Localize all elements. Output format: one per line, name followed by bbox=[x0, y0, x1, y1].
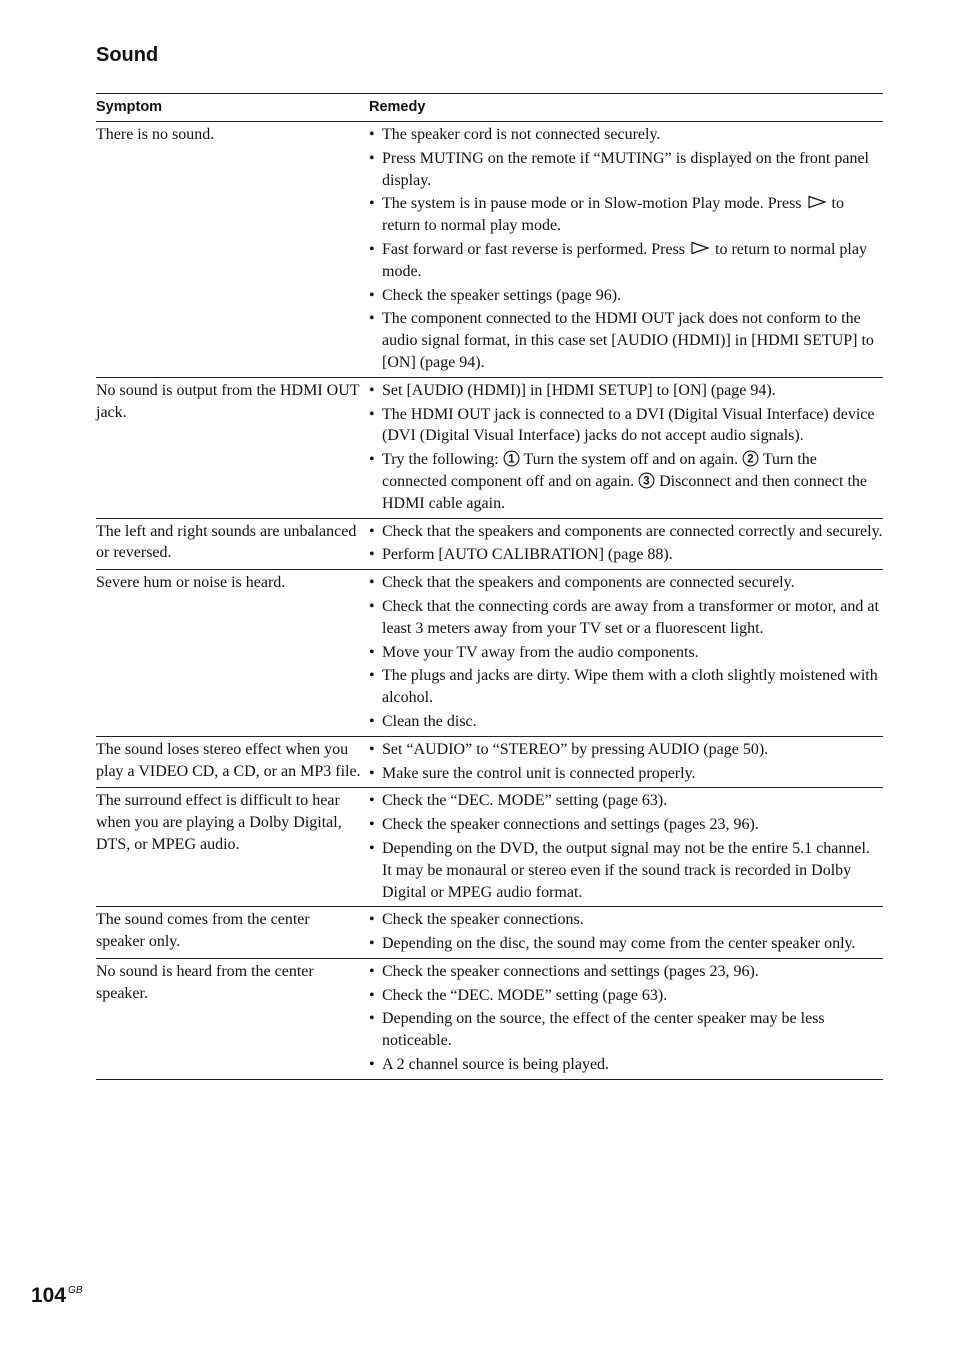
bullet-icon: • bbox=[369, 1010, 375, 1028]
play-icon bbox=[689, 240, 711, 254]
symptom-cell: No sound is output from the HDMI OUT jack. bbox=[96, 377, 369, 518]
section-title: Sound bbox=[96, 44, 159, 66]
bullet-icon: • bbox=[369, 126, 375, 143]
bullet-icon: • bbox=[369, 149, 375, 167]
remedy-item bbox=[369, 985, 883, 1007]
header-row bbox=[96, 94, 883, 122]
remedy-cell bbox=[369, 377, 883, 518]
symptom-cell: The surround effect is difficult to hear when you are playing a Dolby Digital, DTS, or MPEG audio. bbox=[96, 788, 369, 907]
remedy-text: Check the speaker settings (page 96). bbox=[382, 286, 622, 304]
symptom-column-header: Symptom bbox=[96, 94, 369, 122]
bullet-icon: • bbox=[369, 667, 375, 685]
circled-number-3-icon bbox=[638, 472, 655, 489]
bullet-icon: • bbox=[369, 195, 375, 213]
remedy-cell bbox=[369, 518, 883, 570]
remedy-text: Try the following: bbox=[382, 451, 503, 469]
remedy-text: Check the speaker connections and settings (pages 23, 96). bbox=[382, 816, 759, 834]
remedy-list bbox=[369, 572, 883, 733]
remedy-item bbox=[369, 308, 883, 373]
remedy-item bbox=[369, 642, 883, 664]
remedy-item bbox=[369, 739, 883, 761]
bullet-icon: • bbox=[369, 816, 375, 834]
remedy-text: Check the “DEC. MODE” setting (page 63). bbox=[382, 792, 668, 810]
remedy-text: The plugs and jacks are dirty. Wipe them with a cloth slightly moistened with alcohol. bbox=[382, 667, 878, 707]
remedy-text: A 2 channel source is being played. bbox=[382, 1056, 610, 1074]
remedy-text: Check the speaker connections. bbox=[382, 911, 584, 929]
bullet-icon: • bbox=[369, 522, 375, 540]
remedy-text: Move your TV away from the audio components. bbox=[382, 643, 699, 661]
remedy-list bbox=[369, 961, 883, 1076]
remedy-cell bbox=[369, 736, 883, 788]
page-region-suffix: GB bbox=[68, 1285, 83, 1296]
symptom-cell: Severe hum or noise is heard. bbox=[96, 570, 369, 737]
bullet-icon: • bbox=[369, 381, 375, 399]
remedy-cell bbox=[369, 122, 883, 378]
remedy-cell bbox=[369, 907, 883, 959]
bullet-icon: • bbox=[369, 792, 375, 810]
svg-text:3: 3 bbox=[643, 475, 650, 488]
remedy-text: to return to normal play mode. bbox=[382, 195, 844, 235]
play-icon bbox=[806, 194, 828, 208]
remedy-text: The system is in pause mode or in Slow-motion Play mode. Press bbox=[382, 195, 806, 213]
remedy-item bbox=[369, 124, 883, 146]
remedy-text: Make sure the control unit is connected properly. bbox=[382, 764, 696, 782]
table-row bbox=[96, 958, 883, 1079]
remedy-list bbox=[369, 124, 883, 374]
remedy-column-header: Remedy bbox=[369, 94, 883, 122]
remedy-text: Set [AUDIO (HDMI)] in [HDMI SETUP] to [ON] (page 94). bbox=[382, 381, 776, 399]
remedy-item bbox=[369, 596, 883, 640]
bullet-icon: • bbox=[369, 597, 375, 615]
remedy-item bbox=[369, 1054, 883, 1076]
remedy-cell bbox=[369, 570, 883, 737]
circled-number-1-icon bbox=[503, 450, 520, 467]
remedy-cell bbox=[369, 958, 883, 1079]
remedy-text: Check that the speakers and components are connected correctly and securely. bbox=[382, 522, 883, 540]
remedy-item bbox=[369, 380, 883, 402]
bullet-icon: • bbox=[369, 643, 375, 661]
remedy-text: The speaker cord is not connected securely. bbox=[382, 126, 661, 143]
bullet-icon: • bbox=[369, 286, 375, 304]
remedy-text: Depending on the disc, the sound may come from the center speaker only. bbox=[382, 935, 856, 953]
remedy-list bbox=[369, 790, 883, 903]
remedy-text: Turn the system off and on again. bbox=[519, 451, 743, 469]
remedy-item bbox=[369, 711, 883, 733]
symptom-cell: There is no sound. bbox=[96, 122, 369, 378]
remedy-text: to return to normal play mode. bbox=[382, 240, 867, 280]
symptom-cell: No sound is heard from the center speaker. bbox=[96, 958, 369, 1079]
remedy-item bbox=[369, 544, 883, 566]
table-row bbox=[96, 570, 883, 737]
remedy-item bbox=[369, 763, 883, 785]
remedy-item bbox=[369, 521, 883, 543]
bullet-icon: • bbox=[369, 712, 375, 730]
svg-text:2: 2 bbox=[747, 453, 754, 466]
bullet-icon: • bbox=[369, 240, 375, 258]
remedy-item bbox=[369, 193, 883, 237]
troubleshooting-table bbox=[96, 93, 883, 1080]
table-row bbox=[96, 907, 883, 959]
remedy-item bbox=[369, 933, 883, 955]
page-number-value: 104 bbox=[31, 1284, 67, 1307]
bullet-icon: • bbox=[369, 1056, 375, 1074]
remedy-text: Check the speaker connections and settings (pages 23, 96). bbox=[382, 962, 759, 980]
symptom-cell: The sound comes from the center speaker only. bbox=[96, 907, 369, 959]
remedy-list bbox=[369, 380, 883, 515]
remedy-text: Check that the connecting cords are away from a transformer or motor, and at least 3 meters away from your TV set or a fluorescent light. bbox=[382, 597, 879, 637]
remedy-text: Perform [AUTO CALIBRATION] (page 88). bbox=[382, 546, 673, 564]
remedy-item bbox=[369, 404, 883, 448]
remedy-text: The component connected to the HDMI OUT jack does not conform to the audio signal format, in this case set [AUDIO (HDMI)] in [HDMI SETUP] to [ON] (page 94). bbox=[382, 310, 874, 371]
remedy-item bbox=[369, 1008, 883, 1052]
bullet-icon: • bbox=[369, 451, 375, 469]
bullet-icon: • bbox=[369, 962, 375, 980]
table-row bbox=[96, 736, 883, 788]
remedy-item bbox=[369, 838, 883, 903]
remedy-item bbox=[369, 572, 883, 594]
remedy-item bbox=[369, 239, 883, 283]
bullet-icon: • bbox=[369, 546, 375, 564]
table-row bbox=[96, 518, 883, 570]
bullet-icon: • bbox=[369, 310, 375, 328]
symptom-cell: The left and right sounds are unbalanced or reversed. bbox=[96, 518, 369, 570]
remedy-cell bbox=[369, 788, 883, 907]
bullet-icon: • bbox=[369, 764, 375, 782]
bullet-icon: • bbox=[369, 839, 375, 857]
table-body bbox=[96, 122, 883, 1080]
remedy-text: Check the “DEC. MODE” setting (page 63). bbox=[382, 986, 668, 1004]
remedy-text: Check that the speakers and components are connected securely. bbox=[382, 574, 795, 592]
bullet-icon: • bbox=[369, 986, 375, 1004]
bullet-icon: • bbox=[369, 911, 375, 929]
remedy-text: Press MUTING on the remote if “MUTING” is displayed on the front panel display. bbox=[382, 149, 869, 189]
remedy-text: Depending on the DVD, the output signal may not be the entire 5.1 channel. It may be monaural or stereo even if the sound track is recorded in Dolby Digital or MPEG audio format. bbox=[382, 839, 870, 901]
remedy-item bbox=[369, 285, 883, 307]
remedy-item bbox=[369, 909, 883, 931]
remedy-list bbox=[369, 739, 883, 785]
remedy-item bbox=[369, 790, 883, 812]
bullet-icon: • bbox=[369, 405, 375, 423]
table-row bbox=[96, 377, 883, 518]
remedy-item bbox=[369, 148, 883, 192]
svg-text:1: 1 bbox=[508, 453, 515, 466]
remedy-text: Depending on the source, the effect of the center speaker may be less noticeable. bbox=[382, 1010, 825, 1050]
remedy-text: Fast forward or fast reverse is performed. Press bbox=[382, 240, 690, 258]
remedy-text: Disconnect and then connect the HDMI cable again. bbox=[382, 472, 867, 512]
remedy-item bbox=[369, 449, 883, 514]
table-row bbox=[96, 788, 883, 907]
table-row bbox=[96, 122, 883, 378]
remedy-text: The HDMI OUT jack is connected to a DVI (Digital Visual Interface) device (DVI (Digital Visual Interface) jacks do not accept audio signals). bbox=[382, 405, 875, 445]
remedy-item bbox=[369, 665, 883, 709]
circled-number-2-icon bbox=[742, 450, 759, 467]
page-number bbox=[31, 1284, 83, 1308]
table-header bbox=[96, 94, 883, 122]
remedy-text: Clean the disc. bbox=[382, 712, 477, 730]
symptom-cell: The sound loses stereo effect when you play a VIDEO CD, a CD, or an MP3 file. bbox=[96, 736, 369, 788]
bullet-icon: • bbox=[369, 574, 375, 592]
bullet-icon: • bbox=[369, 740, 375, 758]
remedy-text: Turn the connected component off and on again. bbox=[382, 451, 817, 490]
remedy-item bbox=[369, 961, 883, 983]
remedy-list bbox=[369, 521, 883, 567]
remedy-text: Set “AUDIO” to “STEREO” by pressing AUDIO (page 50). bbox=[382, 740, 769, 758]
bullet-icon: • bbox=[369, 935, 375, 953]
remedy-item bbox=[369, 814, 883, 836]
remedy-list bbox=[369, 909, 883, 955]
